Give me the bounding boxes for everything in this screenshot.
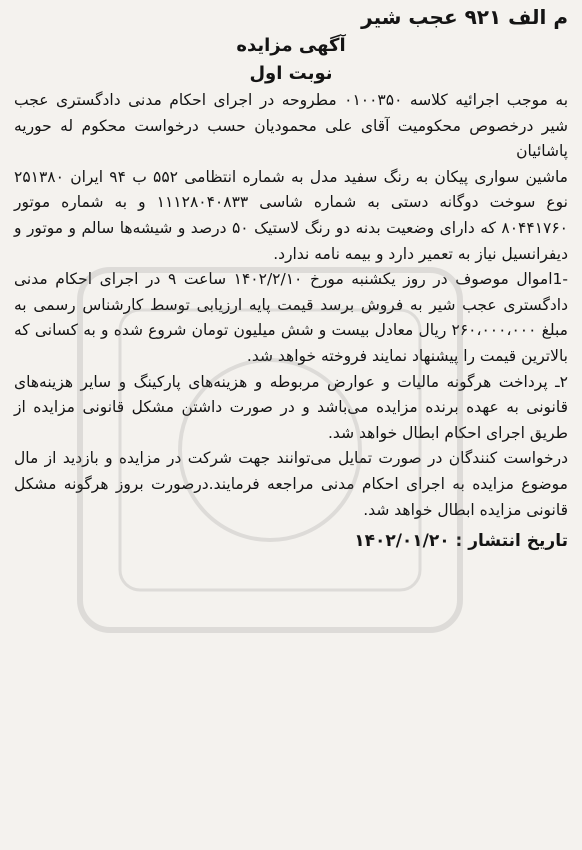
paragraph-intro: به موجب اجرائیه کلاسه ۰۱۰۰۳۵۰ مطروحه در اجرای احکام مدنی دادگستری عجب شیر درخصوص محکومیت آقای علی محمودیان حسب درخواست محکوم له حوریه پاشائیان <box>14 91 569 161</box>
paragraph-fees: ۲ـ پرداخت هرگونه مالیات و عوارض مربوطه و هزینه‌های پارکینگ و سایر هزینه‌های قانونی به عهده برنده مزایده می‌باشد و در صورت داشتن مشکل قانونی مزایده از طریق اجرای احکام ابطال خواهد شد. <box>14 372 568 442</box>
paragraph-auction-terms: -1اموال موصوف در روز یکشنبه مورخ ۱۴۰۲/۲/۱۰ ساعت ۹ در اجرای احکام مدنی دادگستری عجب شیر به فروش برسد قیمت پایه ارزیابی توسط کارشناس رسمی به مبلغ ۲۶۰،۰۰۰،۰۰۰ ریال معادل بیست و شش میلیون تومان شروع شده و به کسانی که بالاترین قیمت را پیشنهاد نمایند فروخته خواهد شد. <box>14 270 568 365</box>
paragraph-visit-info: درخواست کنندگان در صورت تمایل می‌توانند جهت شرکت در مزایده و بازدید از مال موضوع مزایده به اجرای احکام مدنی مراجعه فرمایند.درصورت بروز هرگونه مشکل قانونی مزایده ابطال خواهد شد. <box>14 449 568 519</box>
notice-round: نوبت اول <box>249 63 333 84</box>
publish-date: تاریخ انتشار : ۱۴۰۲/۰۱/۲۰ <box>354 531 568 552</box>
notice-reference: م الف ۹۲۱ عجب شیر <box>361 5 568 29</box>
notice-title: آگهی مزایده <box>236 35 346 56</box>
paragraph-vehicle-description: ماشین سواری پیکان به رنگ سفید مدل به شماره انتظامی ۵۵۲ ب ۹۴ ایران ۲۵۱۳۸۰ نوع سوخت دوگانه دستی به شماره شاسی ۱۱۱۲۸۰۴۰۸۳۳ و به شماره موتور ۸۰۴۴۱۷۶۰ که دارای وضعیت بدنه دو رنگ لاستیک ۵۰ درصد و شیشه‌ها سالم و موتور و دیفرانسیل نیاز به تعمیر دارد و بیمه نامه ندارد. <box>14 167 568 263</box>
